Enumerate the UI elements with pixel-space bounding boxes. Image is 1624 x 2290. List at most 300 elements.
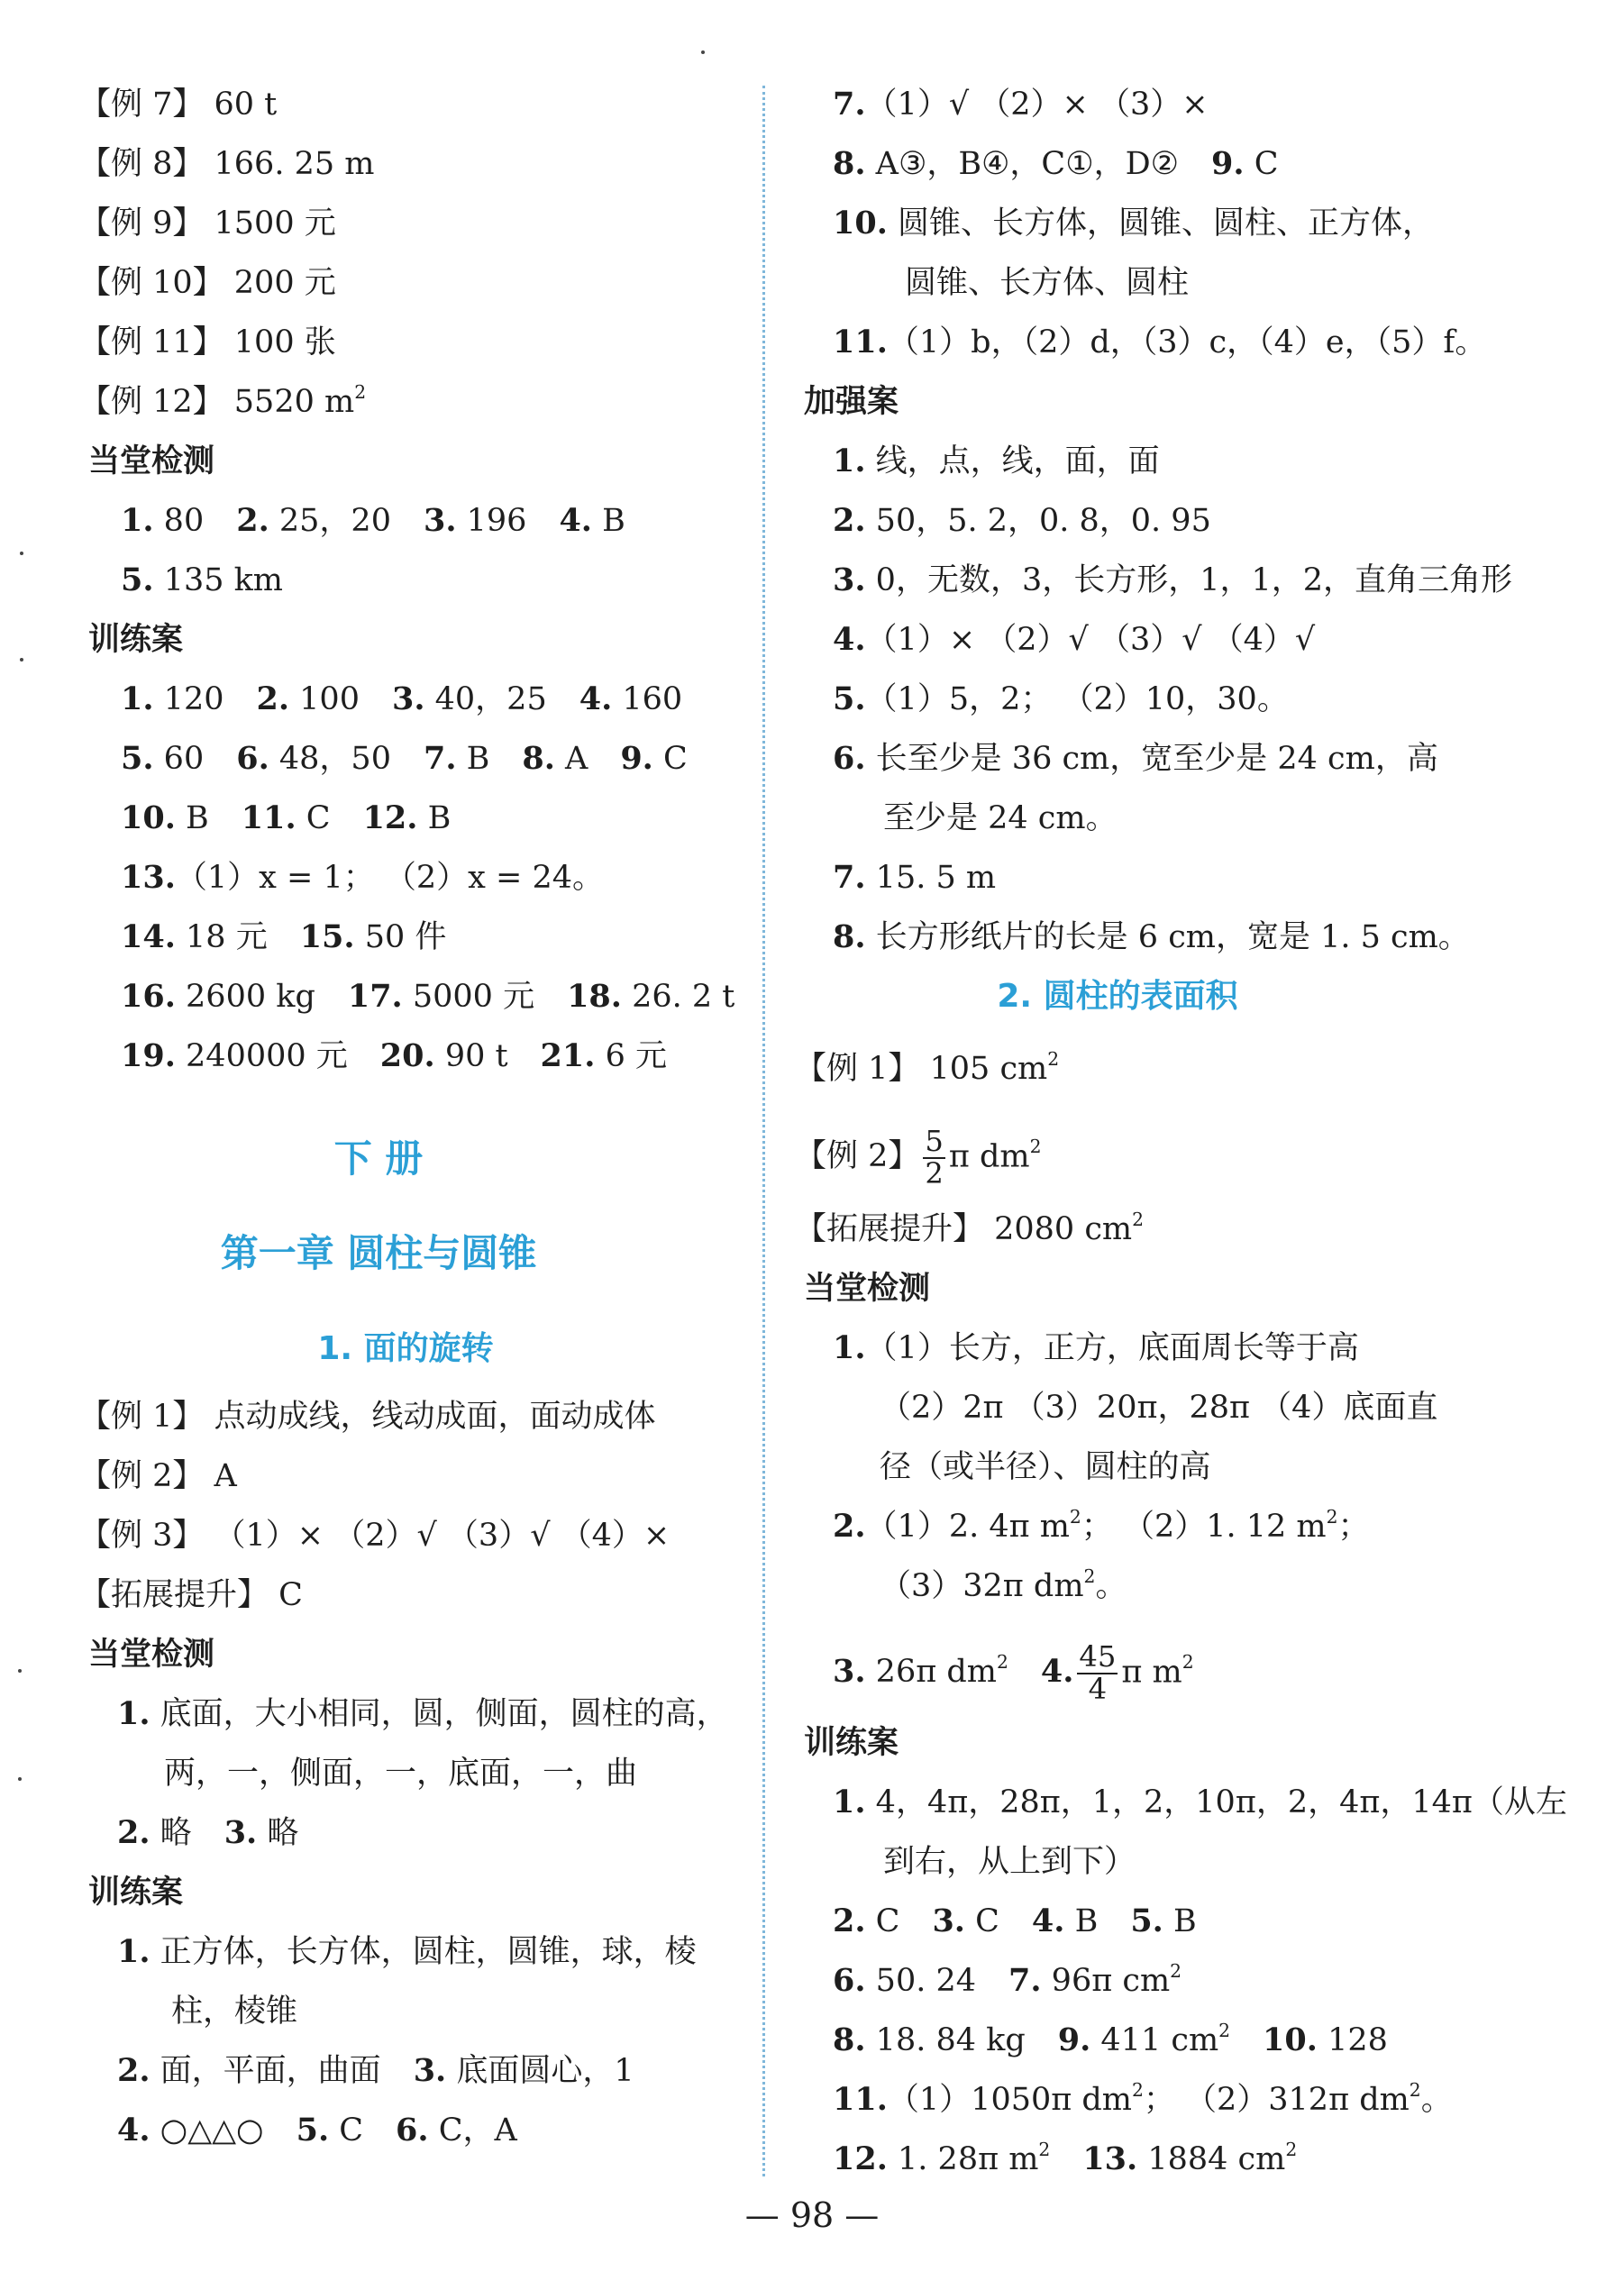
answer-item	[117, 1692, 728, 1736]
answer-line	[121, 856, 604, 899]
answer-line	[121, 1035, 667, 1078]
answer-item	[833, 440, 1160, 483]
item-number: 2.	[236, 502, 269, 539]
answer-text: B	[592, 503, 625, 539]
answer-line	[79, 380, 366, 424]
answer-item	[833, 916, 1470, 959]
column-divider	[762, 86, 765, 2176]
answer-text: （1）长方，正方，底面周长等于高	[865, 1330, 1359, 1366]
answer-item	[224, 1811, 299, 1855]
item-number: 5.	[1130, 1902, 1163, 1939]
answer-text: 60	[153, 741, 205, 777]
answer-line	[833, 202, 1434, 245]
item-number: 8.	[833, 145, 866, 182]
answer-item	[1073, 1639, 1194, 1706]
answer-text: 80	[153, 503, 205, 539]
answer-item	[79, 1455, 237, 1498]
answer-text: 2. 圆柱的表面积	[997, 978, 1238, 1015]
fraction-numerator: 45	[1079, 1639, 1117, 1674]
answer-item	[833, 499, 1211, 543]
item-number: 11.	[833, 2081, 888, 2118]
answer-text: 4，4π，28π，1，2，10π，2，4π，14π（从左	[865, 1784, 1567, 1820]
answer-text: 当堂检测	[88, 1637, 215, 1673]
item-number: 1.	[121, 502, 154, 539]
answer-text: 40，25	[424, 681, 547, 717]
answer-item	[424, 737, 489, 780]
section-heading	[775, 975, 1460, 1018]
answer-item	[883, 797, 1118, 840]
item-number: 7.	[833, 86, 866, 123]
answer-text: 正方体，长方体，圆柱，圆锥，球，棱	[150, 1934, 697, 1970]
answer-text: ；	[1337, 1509, 1370, 1545]
answer-text: 当堂检测	[88, 443, 215, 479]
item-number: 12.	[362, 799, 418, 836]
answer-line	[117, 2109, 517, 2152]
answer-text: 6 元	[595, 1038, 667, 1074]
answer-text: 。	[1095, 1568, 1127, 1604]
answer-item	[221, 1232, 537, 1275]
answer-text: 两，一，侧面，一，底面，一，曲	[164, 1756, 638, 1792]
answer-item	[88, 1633, 214, 1676]
answer-line	[833, 1639, 1194, 1706]
superscript: 2	[996, 1651, 1008, 1674]
answer-line	[79, 83, 277, 126]
answer-item	[905, 261, 1189, 305]
fraction	[1077, 1639, 1118, 1706]
answer-item	[79, 1574, 303, 1617]
section-heading	[804, 380, 899, 424]
item-number: 6.	[833, 740, 866, 777]
answer-text: 50 件	[354, 919, 447, 955]
item-number: 21.	[540, 1037, 596, 1074]
answer-line	[833, 856, 996, 899]
answer-line	[833, 142, 1278, 186]
section-heading	[88, 618, 183, 661]
answer-text: 120	[153, 681, 224, 717]
answer-text: 50，5. 2，0. 8，0. 95	[865, 503, 1211, 539]
answer-item	[121, 678, 224, 721]
answer-text: 到右，从上到下）	[883, 1844, 1136, 1880]
answer-text: A③，B④，C①，D②	[865, 146, 1180, 182]
superscript: 2	[1409, 2078, 1421, 2101]
answer-line	[171, 1990, 297, 2033]
fraction-numerator: 5	[925, 1124, 944, 1158]
answer-line	[79, 1455, 237, 1498]
item-number: 18.	[567, 978, 622, 1015]
answer-line	[795, 1047, 1059, 1090]
answer-item	[236, 737, 391, 780]
item-number: 1.	[117, 1695, 151, 1732]
item-number: 17.	[347, 978, 403, 1015]
answer-item	[1211, 142, 1278, 186]
answer-item	[334, 1137, 424, 1181]
answer-text: 100	[289, 681, 360, 717]
item-number: 16.	[121, 978, 176, 1015]
answer-text: 下 册	[333, 1136, 424, 1181]
answer-text: ； （2）312π dm	[1143, 2082, 1410, 2118]
speck	[20, 552, 23, 555]
item-number: 2.	[256, 680, 290, 717]
answer-text: 240000 元	[175, 1038, 348, 1074]
answer-item	[300, 916, 447, 959]
answer-item	[79, 321, 336, 364]
answer-text: π m	[1121, 1654, 1182, 1691]
item-number: 8.	[833, 918, 866, 955]
item-number: 13.	[1082, 2140, 1138, 2177]
item-number: 9.	[620, 740, 653, 777]
answer-line	[833, 83, 1209, 126]
answer-item	[121, 797, 209, 840]
answer-line	[79, 1574, 303, 1617]
answer-line	[833, 321, 1486, 364]
answer-text: （1）× （2）√ （3）√ （4）√	[865, 622, 1316, 658]
answer-line	[117, 1692, 728, 1736]
answer-text: （1）b，（2）d，（3）c，（4）e，（5）f。	[887, 324, 1487, 360]
answer-line	[883, 797, 1118, 840]
item-number: 1.	[833, 442, 866, 479]
answer-text: 90 t	[434, 1038, 508, 1074]
answer-text: 128	[1317, 2022, 1388, 2058]
answer-line	[833, 1959, 1182, 2003]
answer-item	[117, 2109, 264, 2152]
item-number: 12.	[833, 2140, 888, 2177]
answer-text: 5000 元	[402, 979, 535, 1015]
answer-line	[79, 142, 374, 186]
answer-text: （1）5，2； （2）10，30。	[865, 681, 1289, 717]
answer-item	[833, 678, 1289, 721]
answer-line	[880, 1446, 1211, 1489]
answer-text: 线，点，线，面，面	[865, 443, 1160, 479]
item-number: 5.	[833, 680, 866, 717]
answer-item	[833, 1650, 1008, 1693]
answer-item	[833, 1959, 976, 2003]
speck	[701, 50, 705, 54]
answer-item	[79, 1514, 670, 1557]
item-number: 7.	[833, 859, 866, 896]
answer-text: （1）2. 4π m	[865, 1509, 1070, 1545]
answer-text: 411 cm	[1090, 2022, 1219, 2058]
answer-item	[541, 1035, 667, 1078]
item-number: 6.	[833, 1962, 866, 1999]
superscript: 2	[1029, 1136, 1042, 1158]
answer-item	[121, 975, 315, 1018]
answer-text: 。	[1420, 2082, 1453, 2118]
answer-item	[833, 2019, 1026, 2062]
answer-text: 48，50	[269, 741, 391, 777]
answer-text: 26. 2 t	[621, 979, 735, 1015]
answer-item	[833, 737, 1438, 780]
item-number: 4.	[559, 502, 592, 539]
superscript: 2	[1170, 1959, 1182, 1982]
answer-item	[833, 2138, 1050, 2181]
answer-line	[121, 499, 625, 543]
answer-line	[833, 559, 1512, 602]
answer-item	[121, 856, 604, 899]
answer-item	[317, 1327, 493, 1371]
answer-item	[236, 499, 391, 543]
answer-text: 18 元	[175, 919, 268, 955]
item-number: 20.	[379, 1037, 435, 1074]
answer-item	[559, 499, 625, 543]
answer-line	[121, 916, 446, 959]
item-number: 3.	[833, 1653, 866, 1691]
answer-item	[121, 499, 204, 543]
answer-item	[117, 1811, 192, 1855]
answer-text: 【拓展提升】 2080 cm	[795, 1211, 1133, 1247]
speck	[20, 658, 23, 661]
item-number: 10.	[121, 799, 176, 836]
item-number: 4.	[1031, 1902, 1065, 1939]
superscript: 2	[1083, 1565, 1096, 1587]
answer-text: C，A	[428, 2112, 517, 2149]
item-number: 4.	[833, 621, 866, 658]
answer-item	[833, 618, 1315, 661]
answer-item	[620, 737, 687, 780]
answer-line	[833, 499, 1211, 543]
section-heading	[804, 1267, 930, 1310]
answer-line	[117, 2049, 634, 2093]
answer-text: 训练案	[804, 1725, 899, 1761]
answer-item	[833, 83, 1209, 126]
answer-item	[833, 142, 1179, 186]
answer-text: B	[1163, 1903, 1197, 1939]
answer-text: 长至少是 36 cm，宽至少是 24 cm，高	[865, 741, 1438, 777]
superscript: 2	[1218, 2019, 1231, 2041]
answer-line	[117, 1930, 697, 1974]
item-number: 7.	[423, 740, 457, 777]
superscript: 2	[1131, 2078, 1144, 2101]
answer-item	[121, 559, 283, 602]
item-number: 8.	[522, 740, 555, 777]
answer-text: 【例 9】 1500 元	[79, 205, 336, 242]
answer-text: A	[554, 741, 588, 777]
answer-text: 底面圆心，1	[446, 2053, 634, 2089]
answer-item	[392, 678, 547, 721]
answer-text: 当堂检测	[804, 1271, 931, 1307]
superscript: 2	[1285, 2138, 1298, 2160]
answer-text: （1）x = 1； （2）x = 24。	[175, 860, 605, 896]
answer-item	[242, 797, 331, 840]
section-heading	[0, 1327, 811, 1371]
answer-line	[833, 2019, 1388, 2062]
answer-item	[79, 83, 277, 126]
answer-text: 训练案	[88, 1875, 184, 1911]
answer-item	[1058, 2019, 1230, 2062]
answer-item	[997, 975, 1237, 1018]
answer-text: 面，平面，曲面	[150, 2053, 381, 2089]
item-number: 10.	[833, 205, 888, 242]
answer-text: B	[417, 800, 452, 836]
item-number: 10.	[1263, 2021, 1318, 2058]
answer-item	[79, 202, 336, 245]
item-number: 9.	[1211, 145, 1245, 182]
item-number: 7.	[1008, 1962, 1042, 1999]
answer-item	[414, 2049, 634, 2093]
item-number: 3.	[391, 680, 425, 717]
section-heading	[0, 1232, 757, 1275]
answer-text: 15. 5 m	[865, 860, 997, 896]
answer-text: 略	[150, 1815, 192, 1851]
answer-item	[363, 797, 452, 840]
answer-text: ； （2）1. 12 m	[1081, 1509, 1327, 1545]
answer-text: 长方形纸片的长是 6 cm，宽是 1. 5 cm。	[865, 919, 1470, 955]
answer-line	[79, 1395, 656, 1438]
item-number: 4.	[1040, 1653, 1074, 1691]
answer-item	[880, 1386, 1437, 1429]
answer-line	[121, 737, 688, 780]
answer-line	[795, 1124, 1042, 1191]
item-number: 14.	[121, 918, 176, 955]
answer-text: 训练案	[88, 622, 184, 658]
answer-line	[795, 1208, 1144, 1251]
answer-item	[579, 678, 682, 721]
answer-item	[1081, 1505, 1338, 1548]
answer-item	[919, 1124, 1042, 1191]
answer-item	[833, 2078, 1144, 2121]
item-number: 5.	[121, 740, 154, 777]
answer-text: 【例 8】 166. 25 m	[79, 146, 375, 182]
answer-item	[795, 1047, 1059, 1090]
answer-line	[833, 678, 1289, 721]
answer-text: 【例 2】 A	[79, 1458, 237, 1494]
answer-text: 第一章 圆柱与圆锥	[220, 1231, 537, 1275]
answer-text: B	[1064, 1903, 1099, 1939]
item-number: 1.	[121, 680, 154, 717]
answer-item	[1082, 2138, 1297, 2181]
answer-text: C	[865, 1903, 900, 1939]
answer-text: 【例 7】 60 t	[79, 87, 278, 123]
answer-text: 至少是 24 cm。	[883, 800, 1118, 836]
answer-line	[79, 321, 336, 364]
answer-text: 50. 24	[865, 1963, 976, 1999]
answer-item	[79, 380, 366, 424]
answer-text: C	[296, 800, 331, 836]
superscript: 2	[1069, 1505, 1081, 1528]
answer-item	[932, 1900, 999, 1943]
answer-line	[121, 559, 283, 602]
section-heading	[88, 1871, 183, 1914]
answer-text: 【例 2】	[795, 1138, 920, 1175]
answer-item	[297, 2109, 363, 2152]
item-number: 3.	[413, 2052, 447, 2089]
answer-text: 1884 cm	[1137, 2141, 1286, 2177]
item-number: 15.	[299, 918, 355, 955]
page-number: — 98 —	[744, 2195, 880, 2235]
answer-item	[833, 1327, 1359, 1370]
answer-text: 【拓展提升】 C	[79, 1577, 303, 1613]
answer-line	[833, 2138, 1297, 2181]
item-number: 2.	[117, 1814, 151, 1851]
answer-item	[880, 1565, 1095, 1608]
answer-item	[171, 1990, 297, 2033]
item-number: 5.	[121, 561, 154, 598]
item-number: 3.	[833, 561, 866, 598]
item-number: 11.	[833, 324, 888, 360]
answer-item	[804, 380, 899, 424]
section-heading	[0, 1137, 757, 1181]
item-number: 2.	[833, 502, 866, 539]
superscript: 2	[354, 380, 367, 403]
answer-item	[883, 1840, 1136, 1884]
answer-text: 25，20	[269, 503, 391, 539]
answer-item	[833, 1900, 899, 1943]
answer-item	[833, 202, 1434, 245]
answer-line	[164, 1752, 637, 1795]
answer-item	[121, 737, 204, 780]
answer-text: 【例 10】 200 元	[79, 265, 336, 301]
answer-line	[833, 1900, 1197, 1943]
superscript: 2	[1182, 1651, 1194, 1674]
answer-text: 196	[456, 503, 527, 539]
answer-item	[1130, 1900, 1196, 1943]
answer-text: 略	[257, 1815, 299, 1851]
answer-item	[348, 975, 534, 1018]
answer-item	[833, 1505, 1081, 1548]
answer-line	[121, 975, 734, 1018]
fraction-denominator: 2	[925, 1155, 944, 1191]
answer-item	[1032, 1900, 1098, 1943]
answer-line	[121, 797, 451, 840]
item-number: 8.	[833, 2021, 866, 2058]
answer-line	[880, 1386, 1437, 1429]
superscript: 2	[1047, 1047, 1060, 1070]
answer-line	[883, 1840, 1136, 1884]
answer-line	[905, 261, 1189, 305]
answer-text: C	[652, 741, 688, 777]
answer-line	[833, 1505, 1370, 1548]
answer-line	[880, 1565, 1127, 1608]
answer-item	[88, 1871, 183, 1914]
item-number: 11.	[241, 799, 297, 836]
answer-line	[79, 261, 336, 305]
answer-item	[833, 321, 1486, 364]
answer-text: 加强案	[804, 384, 899, 420]
answer-text: 2600 kg	[175, 979, 315, 1015]
answer-text: 【例 11】 100 张	[79, 324, 336, 360]
answer-item	[804, 1721, 899, 1765]
answer-item	[256, 678, 359, 721]
answer-item	[1008, 1959, 1182, 2003]
answer-text: 0，无数，3，长方形，1，1，2，直角三角形	[865, 562, 1513, 598]
fraction-denominator: 4	[1088, 1671, 1108, 1706]
answer-item	[79, 261, 336, 305]
speck	[18, 1669, 22, 1673]
answer-line	[833, 1781, 1567, 1824]
item-number: 6.	[396, 2112, 429, 2149]
answer-text: 26π dm	[865, 1654, 997, 1691]
answer-item	[567, 975, 734, 1018]
answer-item	[833, 856, 996, 899]
item-number: 1.	[833, 1784, 866, 1820]
answer-text: （3）32π dm	[880, 1568, 1084, 1604]
item-number: 3.	[423, 502, 457, 539]
answer-line	[117, 1811, 298, 1855]
answer-item	[795, 1135, 919, 1178]
answer-text: 【例 3】 （1）× （2）√ （3）√ （4）×	[79, 1518, 671, 1554]
answer-item	[88, 440, 214, 483]
speck	[18, 1777, 22, 1781]
answer-line	[833, 916, 1470, 959]
answer-item	[1421, 2078, 1453, 2121]
answer-text: 【例 1】 105 cm	[795, 1051, 1048, 1087]
answer-text: B	[456, 741, 490, 777]
answer-text: 160	[612, 681, 683, 717]
answer-item	[424, 499, 526, 543]
item-number: 13.	[121, 859, 176, 896]
answer-text: （2）2π （3）20π，28π （4）底面直	[880, 1390, 1438, 1426]
item-number: 3.	[932, 1902, 965, 1939]
item-number: 2.	[833, 1902, 866, 1939]
